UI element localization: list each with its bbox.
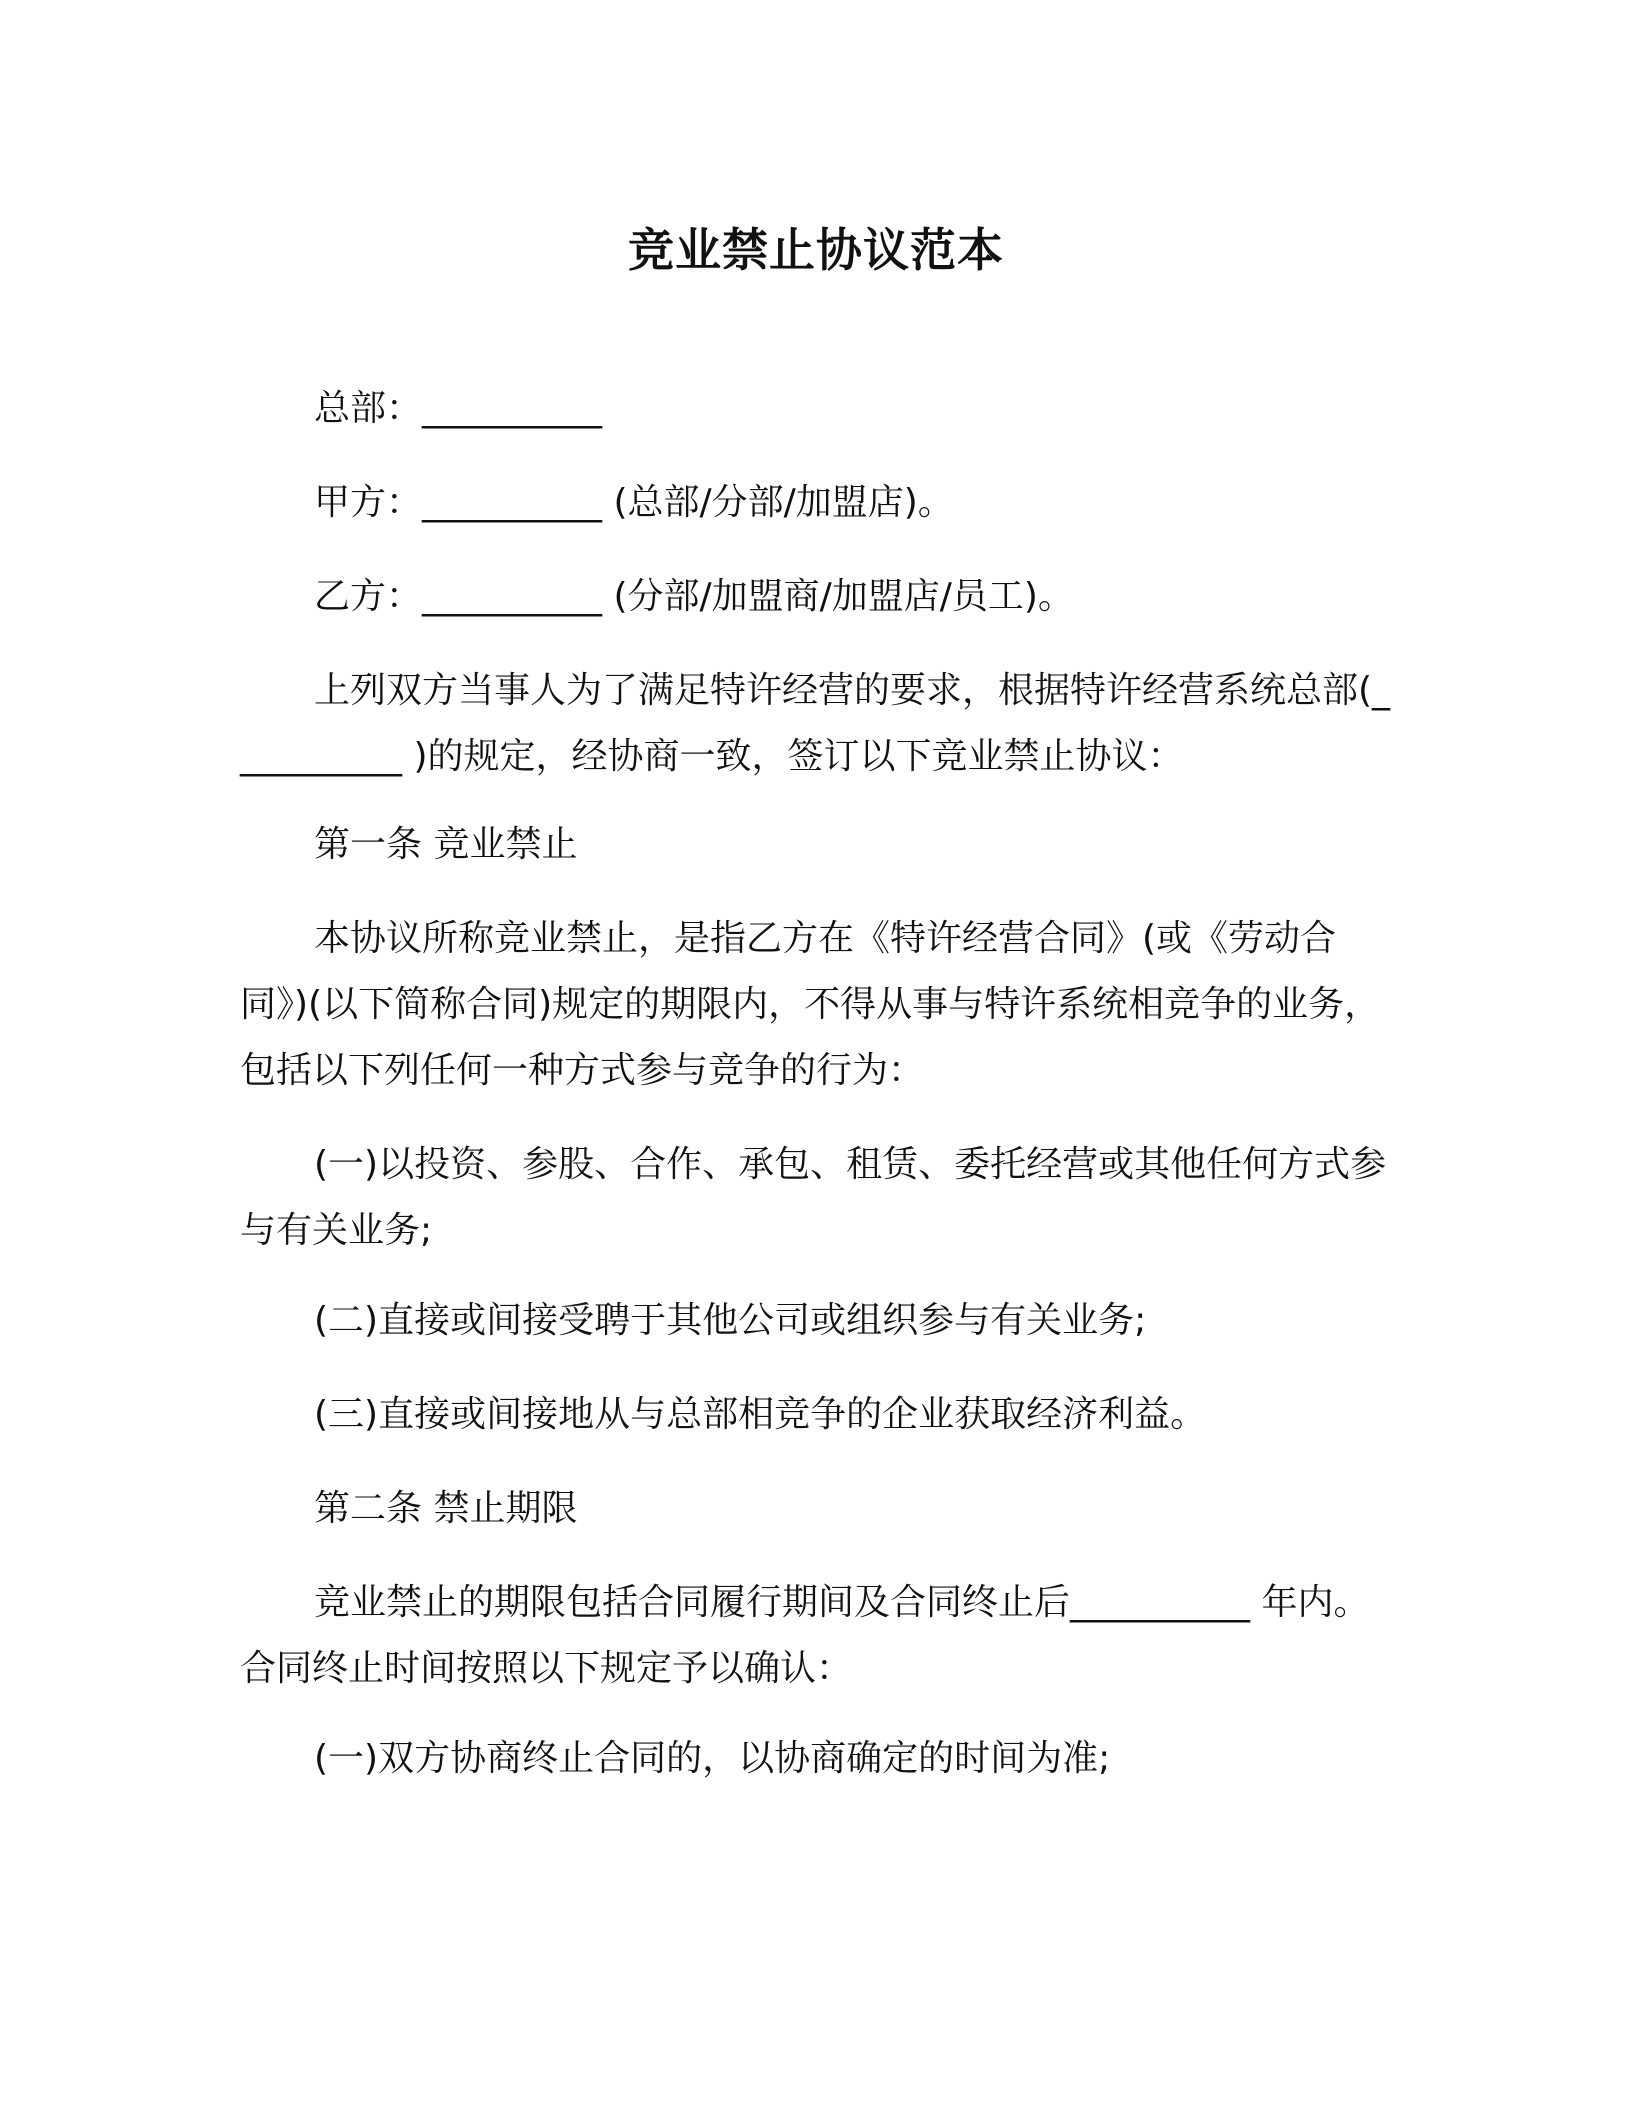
headquarters-line: 总部：__________ [314,388,603,429]
article-1-item-2: (二)直接或间接受聘于其他公司或组织参与有关业务; [314,1300,1147,1341]
party-a-line: 甲方：__________ (总部/分部/加盟店)。 [314,482,954,523]
intro-paragraph: 上列双方当事人为了满足特许经营的要求，根据特许经营系统总部(__________ )的规定，经协商一致，签订以下竞业禁止协议： [240,670,1391,777]
document-title: 竞业禁止协议范本 [628,223,1004,277]
article-1-item-3: (三)直接或间接地从与总部相竞争的企业获取经济利益。 [314,1394,1207,1435]
article-2-heading: 第二条 禁止期限 [314,1488,578,1529]
article-2-item-1: (一)双方协商终止合同的，以协商确定的时间为准; [314,1738,1111,1779]
party-b-line: 乙方：__________ (分部/加盟商/加盟店/员工)。 [314,576,1074,617]
article-1-item-1: (一)以投资、参股、合作、承包、租赁、委托经营或其他任何方式参与有关业务; [240,1144,1387,1251]
article-1-heading: 第一条 竞业禁止 [314,824,578,865]
article-2-body: 竞业禁止的期限包括合同履行期间及合同终止后__________ 年内。合同终止时间按照以下规定予以确认： [240,1582,1370,1689]
article-1-body: 本协议所称竞业禁止，是指乙方在《特许经营合同》(或《劳动合同》)(以下简称合同)规定的期限内，不得从事与特许系统相竞争的业务，包括以下列任何一种方式参与竞争的行为： [240,918,1381,1091]
